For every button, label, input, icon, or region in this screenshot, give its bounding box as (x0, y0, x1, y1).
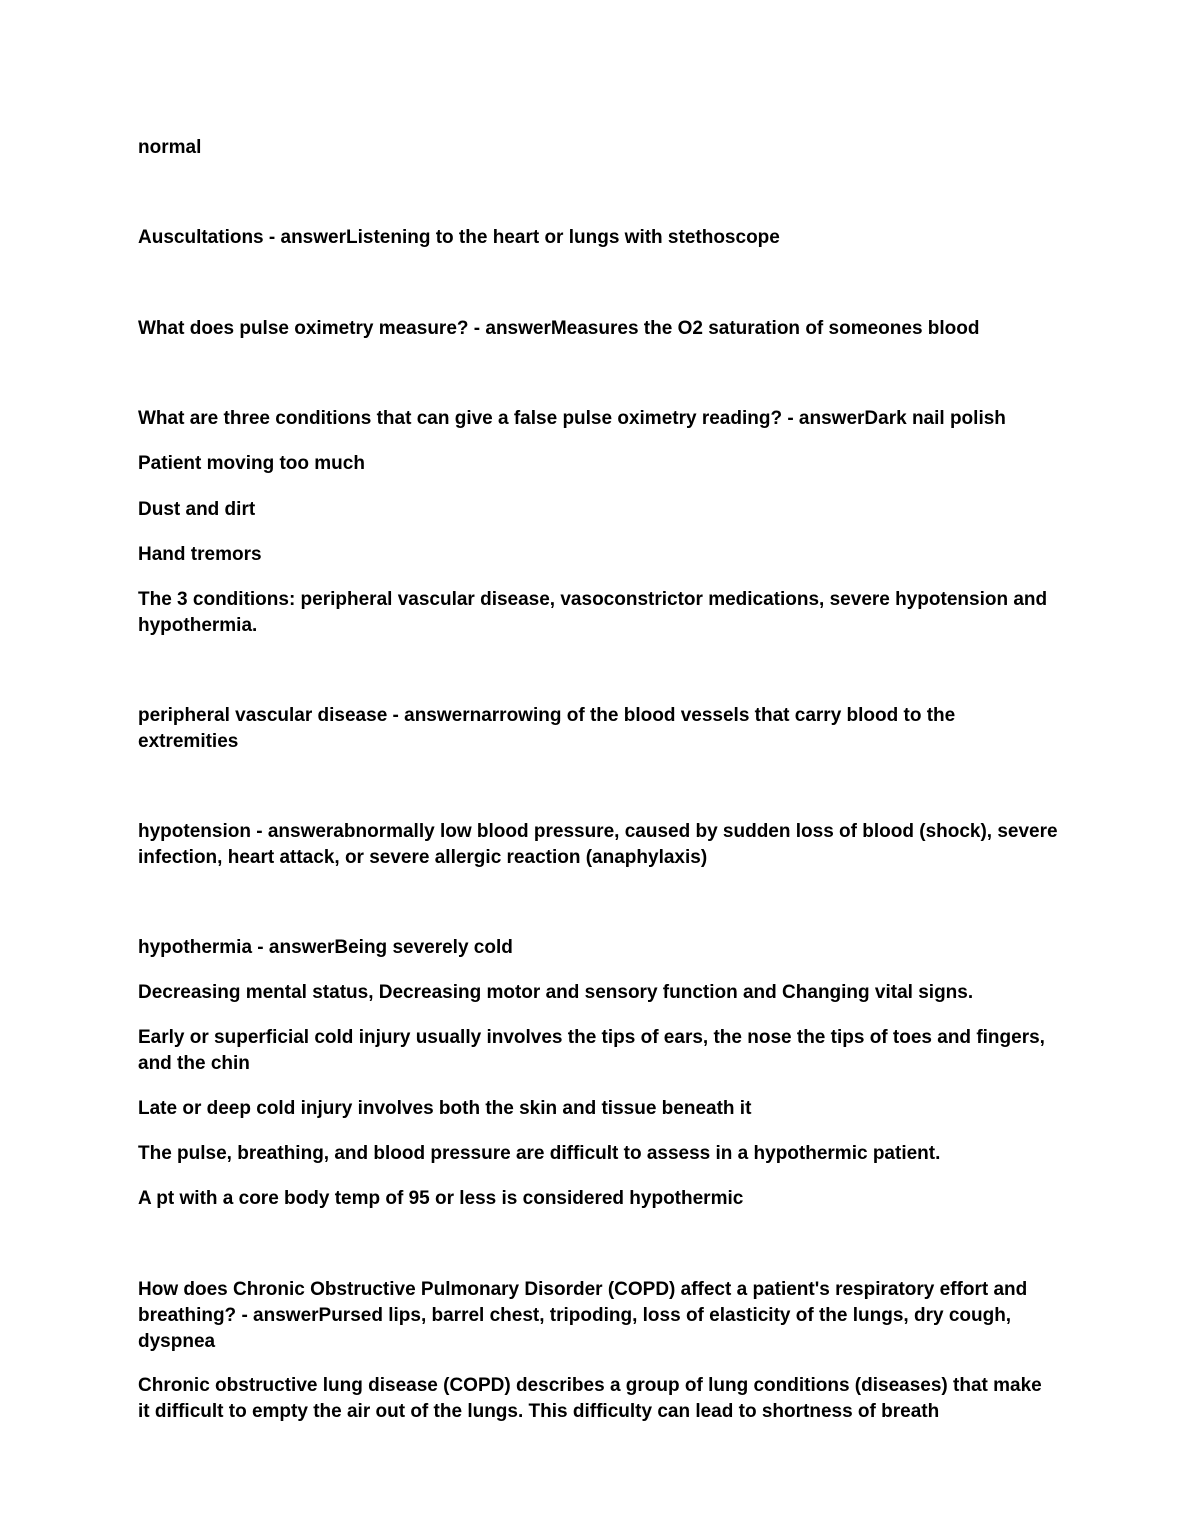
paragraph-dust-dirt: Dust and dirt (138, 499, 256, 520)
paragraph-three-conditions: The 3 conditions: peripheral vascular disease, vasoconstrictor medications, severe hypotension and hypothermia. (138, 589, 1048, 636)
paragraph-core-body-temp: A pt with a core body temp of 95 or less is considered hypothermic (138, 1188, 744, 1209)
paragraph-false-reading-question: What are three conditions that can give a false pulse oximetry reading? - answerDark nail polish (138, 408, 1006, 429)
paragraph-pulse-oximetry-measure: What does pulse oximetry measure? - answerMeasures the O2 saturation of someones blood (138, 318, 980, 339)
paragraph-decreasing-mental-status: Decreasing mental status, Decreasing motor and sensory function and Changing vital signs. (138, 982, 974, 1003)
paragraph-copd-question: How does Chronic Obstructive Pulmonary Disorder (COPD) affect a patient's respiratory effort and breathing? - answerPursed lips, barrel chest, tripoding, loss of elasticity of the lungs, dry cough, dyspnea (138, 1279, 1028, 1352)
paragraph-patient-moving: Patient moving too much (138, 453, 365, 474)
paragraph-auscultations: Auscultations - answerListening to the heart or lungs with stethoscope (138, 227, 780, 248)
paragraph-late-cold-injury: Late or deep cold injury involves both the skin and tissue beneath it (138, 1098, 752, 1119)
paragraph-hypothermia: hypothermia - answerBeing severely cold (138, 937, 513, 958)
paragraph-hand-tremors: Hand tremors (138, 544, 262, 565)
paragraph-hypotension: hypotension - answerabnormally low blood pressure, caused by sudden loss of blood (shock), severe infection, heart attack, or severe allergic reaction (anaphylaxis) (138, 821, 1058, 868)
paragraph-early-cold-injury: Early or superficial cold injury usually involves the tips of ears, the nose the tips of toes and fingers, and the chin (138, 1027, 1045, 1074)
paragraph-pulse-breathing-bp: The pulse, breathing, and blood pressure are difficult to assess in a hypothermic patient. (138, 1143, 941, 1164)
paragraph-peripheral-vascular-disease: peripheral vascular disease - answernarrowing of the blood vessels that carry blood to the extremities (138, 705, 956, 752)
paragraph-normal: normal (138, 137, 202, 158)
paragraph-copd-description: Chronic obstructive lung disease (COPD) describes a group of lung conditions (diseases) that make it difficult to empty the air out of the lungs. This difficulty can lead to shortness of breath (138, 1375, 1042, 1422)
